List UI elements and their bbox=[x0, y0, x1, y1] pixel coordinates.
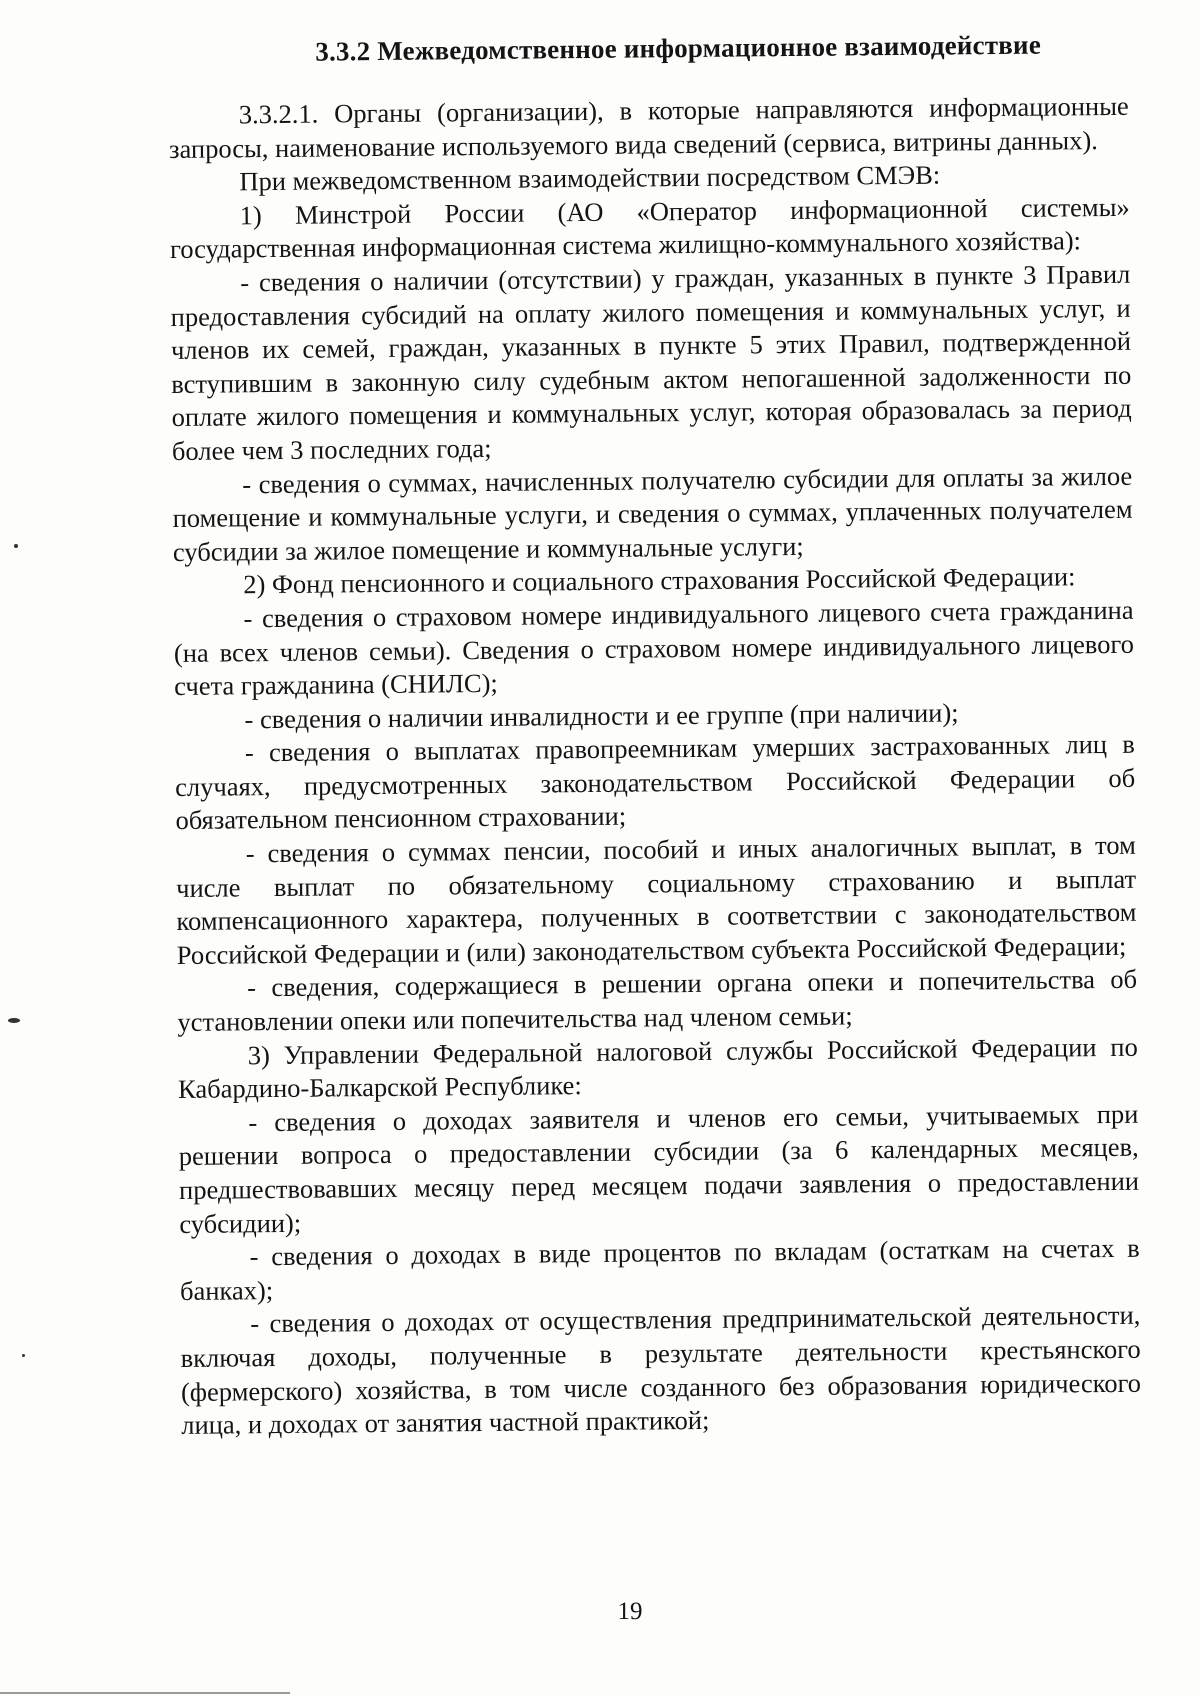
page-number: 19 bbox=[617, 1598, 643, 1625]
scan-edge-line bbox=[0, 1692, 290, 1694]
list-item-successor-payments: - сведения о выплатах правопреемникам умерших застрахованных лиц в случаях, предусмотренных законодательством Российской Федерации об обязательном пенсионном страховании; bbox=[175, 729, 1136, 836]
list-item-snils: - сведения о страховом номере индивидуального лицевого счета гражданина (на всех членов семьи). Сведения о страховом номере индивидуального лицевого счета гражданина (СНИЛС); bbox=[173, 594, 1134, 702]
document-body bbox=[168, 29, 1141, 1443]
list-item-debt-info: - сведения о наличии (отсутствии) у граждан, указанных в пункте 3 Правил предоставления субсидий на оплату жилого помещения и коммунальных услуг, и членов их семей, граждан, указанных в пункте 5 этих Правил, подтвержденной вступившим в законную силу судебным актом непогашенной задолженности по оплате жилого помещения и коммунальных услуг, которая образовалась за период более чем 3 последних года; bbox=[170, 258, 1132, 466]
paragraph-tax-service: 3) Управлении Федеральной налоговой службы Российской Федерации по Кабардино-Балкарской Республике: bbox=[177, 1031, 1138, 1105]
list-item-pension-sums: - сведения о суммах пенсии, пособий и иных аналогичных выплат, в том числе выплат по обязательному социальному страхованию и выплат компенсационного характера, полученных в соответствии с законодательством Российской Федерации и (или) законодательством субъекта Российской Федерации; bbox=[176, 829, 1137, 970]
section-heading: 3.3.2 Межведомственное информационное взаимодействие bbox=[315, 29, 1042, 67]
scan-speck bbox=[22, 1354, 25, 1357]
paragraph-pension-fund: 2) Фонд пенсионного и социального страхования Российской Федерации: bbox=[243, 561, 1076, 600]
list-item-guardianship: - сведения, содержащиеся в решении органа опеки и попечительства об установлении опеки или попечительства над членом семьи; bbox=[177, 964, 1138, 1037]
scan-speck bbox=[8, 1018, 20, 1023]
paragraph-minstroy: 1) Минстрой России (АО «Оператор информационной системы» государственная информационная система жилищно-коммунального хозяйства): bbox=[169, 191, 1130, 265]
list-item-disability: - сведения о наличии инвалидности и ее группе (при наличии); bbox=[244, 697, 959, 734]
list-item-deposit-interest: - сведения о доходах в виде процентов по вкладам (остаткам на счетах в банках); bbox=[179, 1232, 1140, 1306]
paragraph-smev-intro: При межведомственном взаимодействии посредством СМЭВ: bbox=[239, 159, 941, 197]
paragraph-3-3-2-1: 3.3.2.1. Органы (организации), в которые направляются информационные запросы, наименование используемого вида сведений (сервиса, витрины данных). bbox=[168, 90, 1129, 164]
scan-speck bbox=[14, 544, 18, 548]
list-item-income: - сведения о доходах заявителя и членов его семьи, учитываемых при решении вопроса о предоставлении субсидии (за 6 календарных месяцев, предшествовавших месяцу перед месяцем подачи заявления о предоставлении субсидии); bbox=[178, 1098, 1140, 1239]
list-item-business-income: - сведения о доходах от осуществления предпринимательской деятельности, включая доходы, полученные в результате деятельности крестьянского (фермерского) хозяйства, в том числе созданного без образования юридического лица, и доходах от занятия частной практикой; bbox=[180, 1300, 1142, 1441]
list-item-accrued-sums: - сведения о суммах, начисленных получателю субсидии для оплаты за жилое помещение и коммунальные услуги, и сведения о суммах, уплаченных получателем субсидии за жилое помещение и коммунальные услуги; bbox=[172, 460, 1133, 567]
